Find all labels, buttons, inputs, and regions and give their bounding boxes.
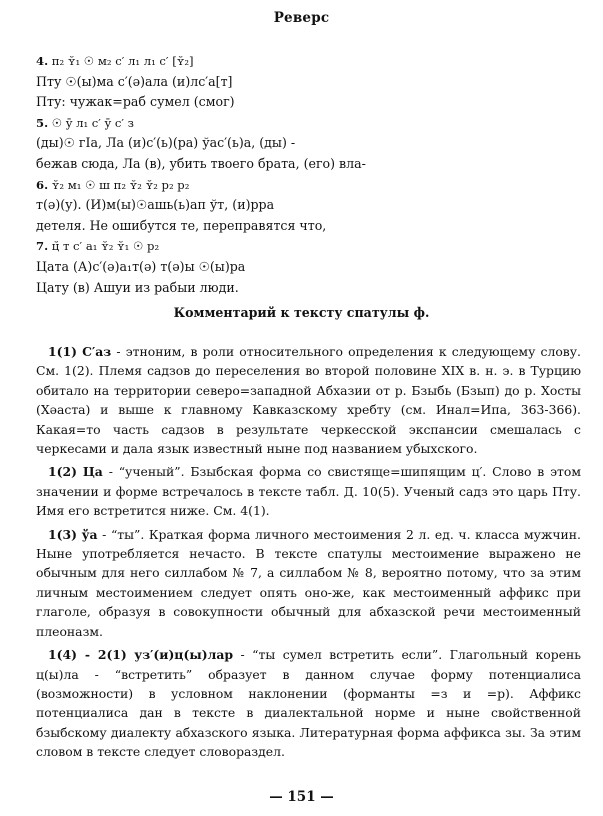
line-text: Пту: чужак=раб сумел (смог)	[36, 94, 235, 110]
entry-text: - этноним, в роли относительного определения к следующему слову. См. 1(2). Племя садзов до переселения во второй половине XIX в. н. э. в Турцию обитало на территории северо=западной Абхазии от р. Бзыбь (Бзып) до р. Хосты (Хәаста) и выше к главному Кавказскому хребту (см. Инал=Ипа, 363-366). Какая=то часть садзов в результате черкесской экспансии смешалась с черкесами и дала язык известный ныне под названием убыхского.	[36, 344, 581, 457]
reading-line	[36, 133, 576, 154]
reading-line	[36, 257, 576, 278]
entry-text: - “ученый”. Бзыбская форма со свистяще=шипящим ц′. Слово в этом значении и форме встречалось в тексте табл. Д. 10(5). Ученый садз это царь Пту. Имя его встретится ниже. См. 4(1).	[36, 464, 581, 519]
verse-block	[36, 51, 576, 298]
commentary-entry	[36, 342, 581, 458]
line-text: детеля. Не ошибутся те, переправятся что,	[36, 217, 327, 233]
line-text: ☉ ȳ л₁ с′ ȳ с′ з	[51, 115, 134, 130]
entry-term: ўа	[81, 526, 98, 542]
entry-text: - “ты”. Краткая форма личного местоимения 2 л. ед. ч. класса мужчин. Ныне употребляется нечасто. В тексте спатулы местоимение выражено не обычным для него силлабом № 7, а силлабом № 8, вероятно потому, что за этим личным местоимением следует опять оно-же, как местоименный аффикс при глаголе, образуя в совокупности обычный для абхазской речи местоименный плеоназм.	[36, 526, 581, 639]
line-number: 6.	[36, 177, 49, 192]
entry-term: Ца	[82, 464, 103, 480]
line-text: ʏ̆₂ м₁ ☉ ш п₂ ʏ̆₂ ʏ̆₂ р₂ р₂	[51, 177, 190, 192]
entry-reference: 1(1)	[48, 344, 77, 359]
reading-line	[36, 195, 576, 216]
line-text: Цата (А)с′(ә)а₁т(ә) т(ә)ы ☉(ы)ра	[36, 258, 246, 274]
line-text: Цату (в) Ашуи из рабыи люди.	[36, 279, 239, 295]
line-number: 4.	[36, 54, 49, 68]
line-text: (ды)☉ гІа, Ла (и)с′(ь)(ра) ўас′(ь)а, (ды) -	[36, 135, 296, 151]
entry-term: С′аз	[82, 344, 112, 359]
section-title: Комментарий к тексту спатулы ф.	[173, 305, 430, 320]
line-text: Пту ☉(ы)ма с′(ә)ала (и)лс′а[т]	[36, 73, 233, 89]
line-text: т(ә)(у). (И)м(ы)☉ашь(ь)ап ўт, (и)рра	[36, 197, 275, 213]
entry-text: - “ты сумел встретить если”. Глагольный корень ц(ы)ла - “встретить” образует в данном случае форму потенциалиса (возможности) в условном наклонении (форманты =з и =р). Аффикс потенциалиса дан в тексте в диалектальной норме и ныне свойственной бзыбскому диалекту абхазского языка. Литературная форма аффикса зы. За этим словом в тексте следует словораздел.	[36, 647, 581, 760]
entry-term: уз′(и)ц(ы)лар	[134, 647, 234, 663]
reading-line	[36, 92, 576, 113]
line-number: 7.	[36, 239, 49, 254]
line-text: ц̆ т с′ а₁ ʏ̆₂ ʏ̆₁ ☉ р₂	[51, 239, 160, 254]
glyph-transcription-line	[36, 113, 576, 134]
line-number: 5.	[36, 115, 49, 130]
glyph-transcription-line	[36, 51, 576, 72]
commentary-block	[36, 342, 581, 766]
glyph-transcription-line	[36, 236, 576, 257]
reading-line	[36, 278, 576, 299]
running-head: Реверс	[273, 10, 330, 26]
reading-line	[36, 72, 576, 93]
reading-line	[36, 216, 576, 237]
line-text: п₂ ʏ̆₁ ☉ м₂ с′ л₁ л₁ с′ [ʏ̆₂]	[51, 54, 194, 68]
commentary-entry	[36, 462, 581, 520]
glyph-transcription-line	[36, 175, 576, 196]
commentary-entry	[36, 525, 581, 641]
entry-reference: 1(3)	[48, 526, 77, 542]
entry-reference: 1(2)	[48, 464, 77, 480]
line-text: бежав сюда, Ла (в), убить твоего брата, (его) вла-	[36, 155, 366, 171]
entry-reference: 1(4) - 2(1)	[48, 647, 127, 663]
reading-line	[36, 154, 576, 175]
page-number: — 151 —	[269, 789, 334, 805]
commentary-entry	[36, 645, 581, 761]
